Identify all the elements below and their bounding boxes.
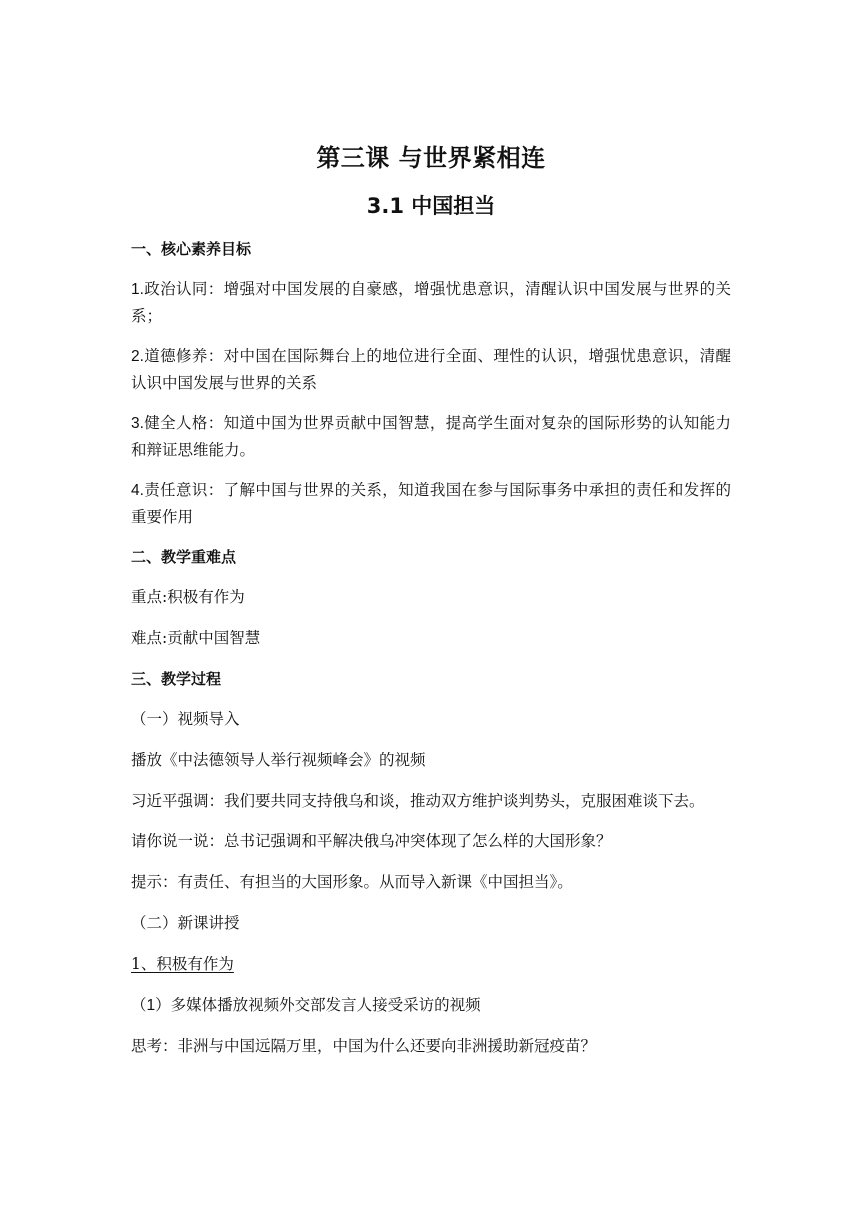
goal-item-4 xyxy=(131,477,731,531)
goal-text: 责任意识：了解中国与世界的关系，知道我国在参与国际事务中承担的责任和发挥的重要作用 xyxy=(131,481,731,526)
goal-text: 政治认同：增强对中国发展的自豪感，增强忧患意识，清醒认识中国发展与世界的关系； xyxy=(131,280,731,325)
goal-item-2 xyxy=(131,343,731,397)
lesson-title: 第三课 与世界紧相连 xyxy=(316,144,546,172)
item-number: （1） xyxy=(131,997,171,1014)
process-part2-item-1 xyxy=(131,992,731,1019)
section-subtitle: 3.1 中国担当 xyxy=(366,194,496,218)
goal-item-1 xyxy=(131,276,731,330)
goal-text: 道德修养：对中国在国际舞台上的地位进行全面、理性的认识，增强忧患意识，清醒认识中国发展与世界的关系 xyxy=(131,347,731,392)
goal-number: 1. xyxy=(131,281,144,298)
process-part2-think: 思考：非洲与中国远隔万里，中国为什么还要向非洲援助新冠疫苗？ xyxy=(131,1037,597,1055)
goal-text: 健全人格：知道中国为世界贡献中国智慧，提高学生面对复杂的国际形势的认知能力和辩证思维能力。 xyxy=(131,414,731,459)
process-part1-hint: 提示：有责任、有担当的大国形象。从而导入新课《中国担当》。 xyxy=(131,873,573,891)
key-difficult-heading: 二、教学重难点 xyxy=(131,548,237,566)
goals-heading: 一、核心素养目标 xyxy=(131,240,252,258)
goal-number: 3. xyxy=(131,415,144,432)
process-part1-question: 请你说一说：总书记强调和平解决俄乌冲突体现了怎么样的大国形象？ xyxy=(131,832,612,850)
goal-number: 4. xyxy=(131,482,144,499)
key-point: 重点:积极有作为 xyxy=(131,588,245,606)
process-part2-subtitle: 1、积极有作为 xyxy=(131,955,234,973)
process-heading: 三、教学过程 xyxy=(131,670,222,688)
process-part1-quote: 习近平强调：我们要共同支持俄乌和谈，推动双方维护谈判势头，克服困难谈下去。 xyxy=(131,792,705,810)
goal-item-3 xyxy=(131,410,731,464)
process-part1-title: （一）视频导入 xyxy=(131,710,240,728)
difficult-point: 难点:贡献中国智慧 xyxy=(131,629,261,647)
goal-number: 2. xyxy=(131,348,144,365)
process-part2-title: （二）新课讲授 xyxy=(131,914,240,932)
document-content xyxy=(131,140,731,1074)
process-part1-video: 播放《中法德领导人举行视频峰会》的视频 xyxy=(131,751,426,769)
item-text: 多媒体播放视频外交部发言人接受采访的视频 xyxy=(170,996,481,1014)
